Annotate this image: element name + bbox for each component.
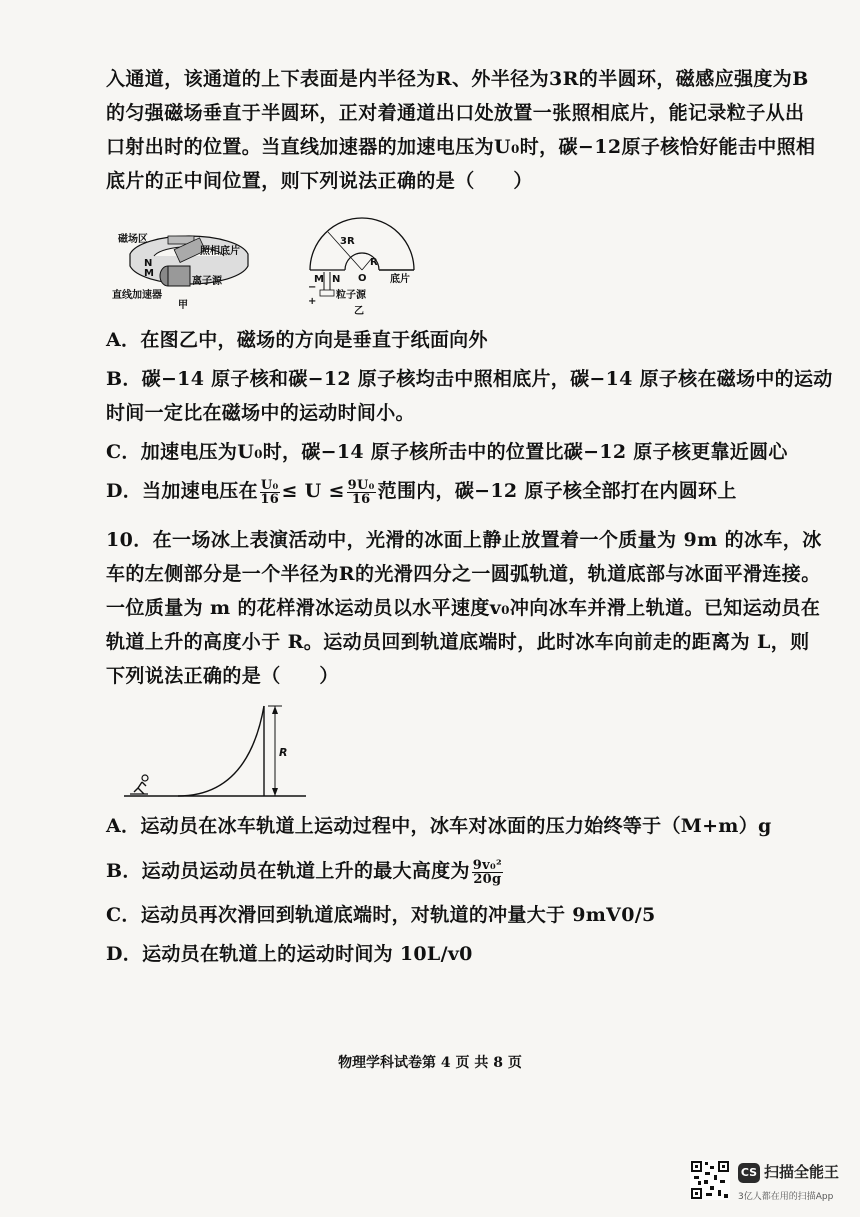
- jia-caption: 甲: [178, 300, 188, 310]
- q9-option-b-line1: B．碳−14 原子核和碳−12 原子核均击中照相底片，碳−14 原子核在磁场中的运动: [106, 368, 833, 390]
- frac-den: 20g: [473, 871, 502, 887]
- q9-option-d-suffix: 范围内，碳−12 原子核全部打在内圆环上: [377, 480, 737, 502]
- q9-option-a: A．在图乙中，磁场的方向是垂直于纸面向外: [106, 329, 488, 351]
- ice-cart-label-r: R: [279, 746, 288, 759]
- q9-line-3: 口射出时的位置。当直线加速器的加速电压为U₀时，碳−12原子核恰好能击中照相: [106, 136, 816, 158]
- q9-option-b-line2: 时间一定比在磁场中的运动时间小。: [106, 402, 415, 424]
- q9-option-c: C．加速电压为U₀时，碳−14 原子核所击中的位置比碳−12 原子核更靠近圆心: [106, 441, 788, 463]
- page-footer: 物理学科试卷第 4 页 共 8 页: [338, 1055, 522, 1071]
- jia-label-n: N: [144, 258, 153, 269]
- jia-label-accelerator: 直线加速器: [112, 290, 162, 301]
- figure-jia: [108, 212, 258, 310]
- figure-yi: [290, 210, 440, 318]
- q9-option-d-frac-upper: [347, 479, 376, 506]
- yi-label-m: M: [314, 274, 324, 285]
- yi-label-plus: +: [308, 296, 317, 307]
- q10-line-1: 10．在一场冰上表演活动中，光滑的冰面上静止放置着一个质量为 9m 的冰车，冰: [106, 529, 822, 551]
- yi-caption: 乙: [354, 306, 364, 317]
- yi-label-particle-source: 粒子源: [336, 290, 366, 301]
- qr-code-icon: [690, 1160, 730, 1200]
- jia-label-ion-source: 离子源: [192, 276, 222, 287]
- q10-line-2: 车的左侧部分是一个半径为R的光滑四分之一圆弧轨道，轨道底部与冰面平滑连接。: [106, 563, 821, 585]
- yi-label-minus: −: [308, 282, 317, 293]
- jia-label-film: 照相底片: [200, 246, 240, 257]
- q10-line-5: 下列说法正确的是（ ）: [106, 665, 339, 687]
- frac-den: 16: [351, 491, 371, 507]
- yi-label-o: O: [358, 273, 367, 284]
- q9-option-d: [106, 478, 737, 506]
- frac-num: 9U₀: [347, 477, 375, 493]
- q9-option-d-inequality: ≤ U ≤: [281, 480, 345, 502]
- q10-option-c: C．运动员再次滑回到轨道底端时，对轨道的冲量大于 9mV0/5: [106, 904, 656, 926]
- q10-option-b-frac: [472, 859, 503, 886]
- q10-option-b: [106, 858, 505, 886]
- yi-label-film: 底片: [390, 274, 410, 285]
- scanner-app-name: 扫描全能王: [764, 1163, 840, 1181]
- q9-line-2: 的匀强磁场垂直于半圆环，正对着通道出口处放置一张照相底片，能记录粒子从出: [106, 102, 805, 124]
- q9-line-4: 底片的正中间位置，则下列说法正确的是（ ）: [106, 170, 533, 192]
- frac-num: 9v₀²: [472, 857, 502, 873]
- q9-line-1: 入通道，该通道的上下表面是内半径为R、外半径为3R的半圆环，磁感应强度为B: [106, 68, 809, 90]
- q10-option-d: D．运动员在轨道上的运动时间为 10L/v0: [106, 943, 473, 965]
- q10-line-4: 轨道上升的高度小于 R。运动员回到轨道底端时，此时冰车向前走的距离为 L，则: [106, 631, 810, 653]
- q10-line-3: 一位质量为 m 的花样滑冰运动员以水平速度v₀冲向冰车并滑上轨道。已知运动员在: [106, 597, 821, 619]
- jia-label-magnetic-zone: 磁场区: [118, 234, 148, 245]
- yi-label-n: N: [332, 274, 341, 285]
- q9-option-d-frac-lower: [260, 479, 280, 506]
- q10-option-b-prefix: B．运动员运动员在轨道上升的最大高度为: [106, 860, 470, 882]
- scanner-tagline: 3亿人都在用的扫描App: [738, 1192, 834, 1202]
- jia-label-m: M: [144, 268, 154, 279]
- q10-option-a: A．运动员在冰车轨道上运动过程中，冰车对冰面的压力始终等于（M+m）g: [106, 815, 772, 837]
- scanner-logo-icon: CS: [738, 1163, 760, 1183]
- yi-label-r: R: [370, 257, 378, 268]
- frac-num: U₀: [260, 477, 279, 493]
- yi-label-3r: 3R: [340, 236, 355, 247]
- q9-option-d-prefix: D．当加速电压在: [106, 480, 258, 502]
- frac-den: 16: [260, 491, 280, 507]
- figure-ice-cart: [118, 700, 308, 804]
